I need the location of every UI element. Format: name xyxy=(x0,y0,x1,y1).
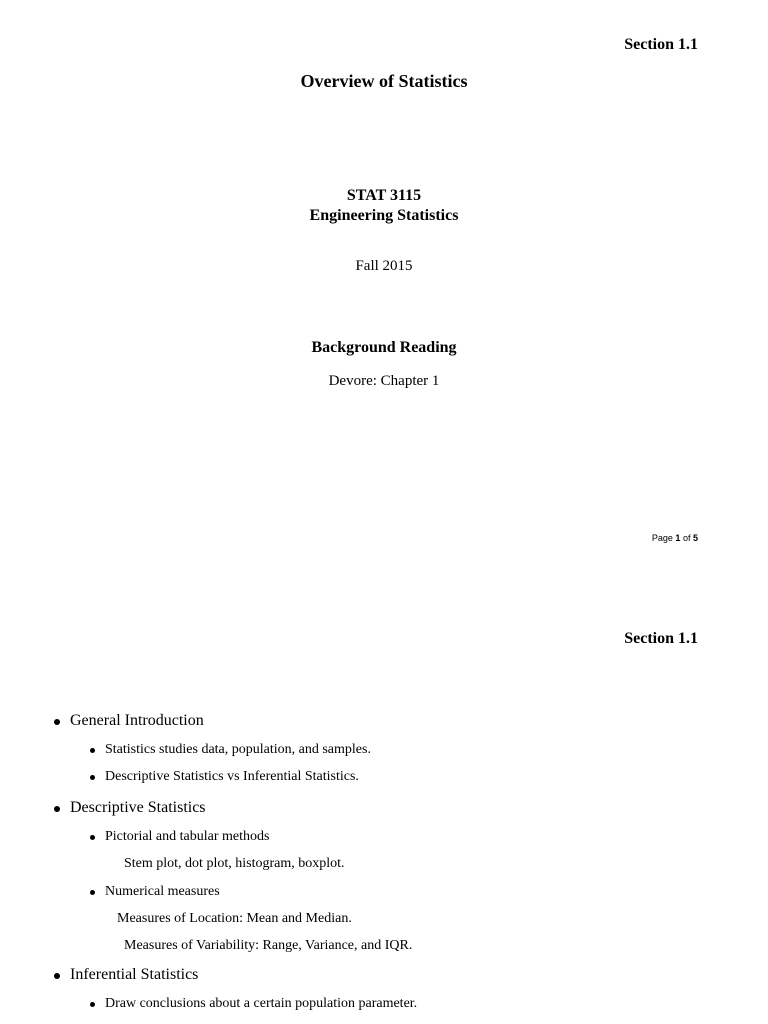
outline-subitem: Numerical measures xyxy=(105,884,220,899)
term: Fall 2015 xyxy=(355,258,413,274)
outline-item: General Introduction xyxy=(70,712,204,729)
bullet-icon xyxy=(54,719,60,725)
course-code: STAT 3115 xyxy=(346,187,422,204)
page-number-prefix: Page xyxy=(651,533,673,543)
bullet-icon xyxy=(90,748,95,753)
page-number-current: 1 xyxy=(675,533,681,543)
page-number xyxy=(652,533,698,543)
course-name: Engineering Statistics xyxy=(309,207,459,224)
document-title: Overview of Statistics xyxy=(300,71,468,91)
bullet-icon xyxy=(90,890,95,895)
bullet-icon xyxy=(90,835,95,840)
bullet-icon xyxy=(90,1002,95,1007)
bullet-icon xyxy=(90,775,95,780)
outline-subitem: Descriptive Statistics vs Inferential Statistics. xyxy=(105,769,359,784)
outline-detail: Measures of Location: Mean and Median. xyxy=(117,911,352,926)
bullet-icon xyxy=(54,806,60,812)
outline-subitem: Pictorial and tabular methods xyxy=(105,829,270,844)
outline-item: Descriptive Statistics xyxy=(70,799,206,816)
bullet-icon xyxy=(54,973,60,979)
outline-subitem: Draw conclusions about a certain population parameter. xyxy=(105,996,418,1011)
background-reading-text: Devore: Chapter 1 xyxy=(328,373,440,389)
outline-subitem: Statistics studies data, population, and samples. xyxy=(105,742,371,757)
outline-detail: Measures of Variability: Range, Variance, and IQR. xyxy=(124,938,413,953)
outline-item: Inferential Statistics xyxy=(70,966,199,983)
section-label: Section 1.1 xyxy=(624,36,698,53)
background-reading-heading: Background Reading xyxy=(311,339,457,356)
section-label: Section 1.1 xyxy=(624,630,698,647)
page-number-of: of xyxy=(682,533,691,543)
page-number-total: 5 xyxy=(692,533,698,543)
outline-detail: Stem plot, dot plot, histogram, boxplot. xyxy=(124,856,345,871)
